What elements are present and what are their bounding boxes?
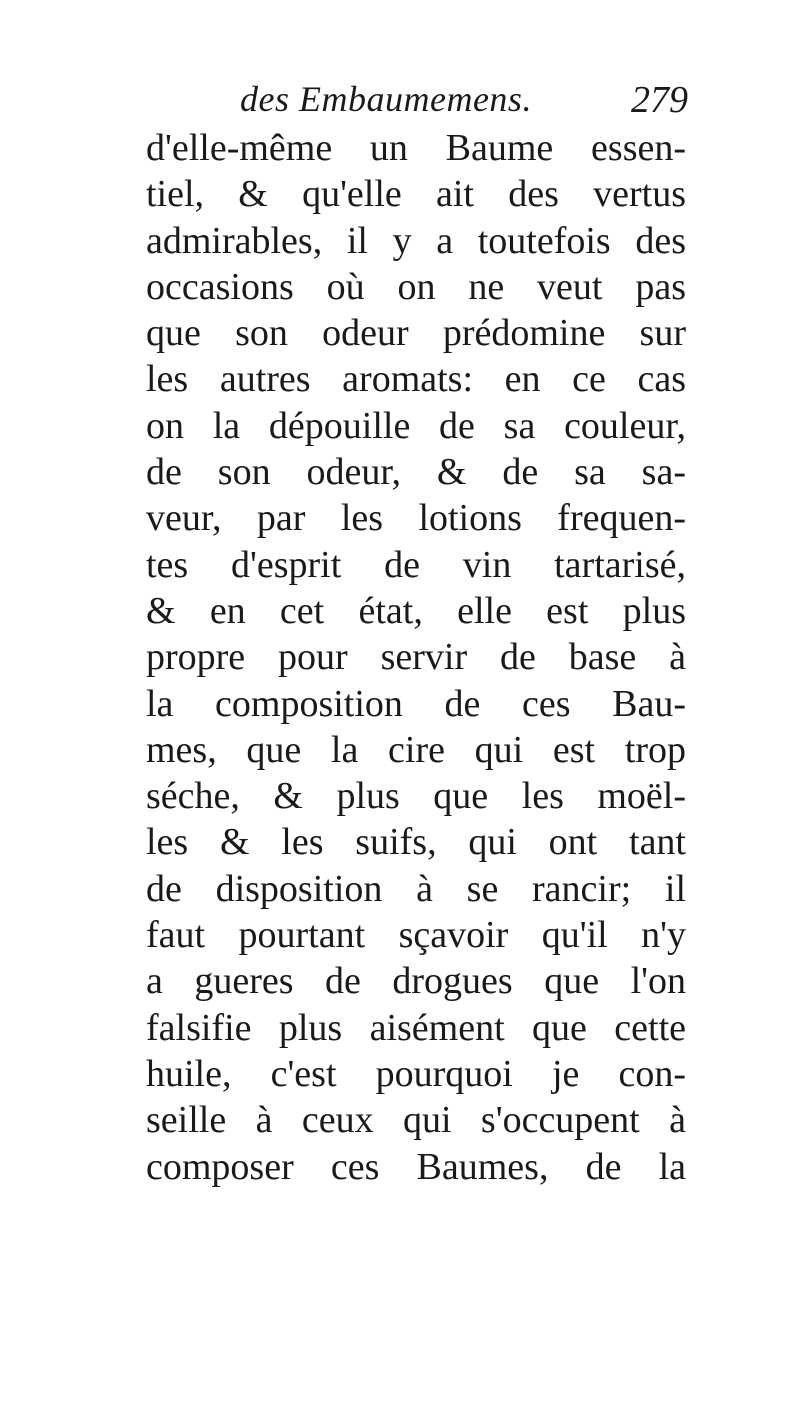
text-line: faut pourtant sçavoir qu'il n'y xyxy=(146,914,686,957)
text-line: les & les suifs, qui ont tant xyxy=(146,821,686,864)
text-line: huile, c'est pourquoi je con- xyxy=(146,1052,686,1095)
text-line: falsifie plus aisément que cette xyxy=(146,1006,686,1049)
text-line: veur, par les lotions frequen- xyxy=(146,497,686,540)
text-line: admirables, il y a toutefois des xyxy=(146,219,686,262)
page-number: 279 xyxy=(631,79,688,121)
text-line: les autres aromats: en ce cas xyxy=(146,358,686,401)
running-title: des Embaumemens. xyxy=(240,79,532,119)
text-line: propre pour servir de base à xyxy=(146,636,686,679)
text-line: composer ces Baumes, de la xyxy=(146,1145,686,1188)
text-line: mes, que la cire qui est trop xyxy=(146,728,686,771)
text-line: de son odeur, & de sa sa- xyxy=(146,451,686,494)
text-line: d'elle-même un Baume essen- xyxy=(146,127,686,169)
text-line: tiel, & qu'elle ait des vertus xyxy=(146,173,686,216)
text-line: que son odeur prédomine sur xyxy=(146,312,686,355)
text-line: seille à ceux qui s'occupent à xyxy=(146,1099,686,1142)
text-line: on la dépouille de sa couleur, xyxy=(146,404,686,447)
text-line: de disposition à se rancir; il xyxy=(146,867,686,910)
text-line: la composition de ces Bau- xyxy=(146,682,686,725)
body-text xyxy=(146,125,686,1190)
text-line: occasions où on ne veut pas xyxy=(146,265,686,308)
running-head xyxy=(148,78,688,128)
text-line: & en cet état, elle est plus xyxy=(146,589,686,632)
text-line: tes d'esprit de vin tartarisé, xyxy=(146,543,686,586)
text-line: a gueres de drogues que l'on xyxy=(146,960,686,1003)
text-line: séche, & plus que les moël- xyxy=(146,775,686,818)
